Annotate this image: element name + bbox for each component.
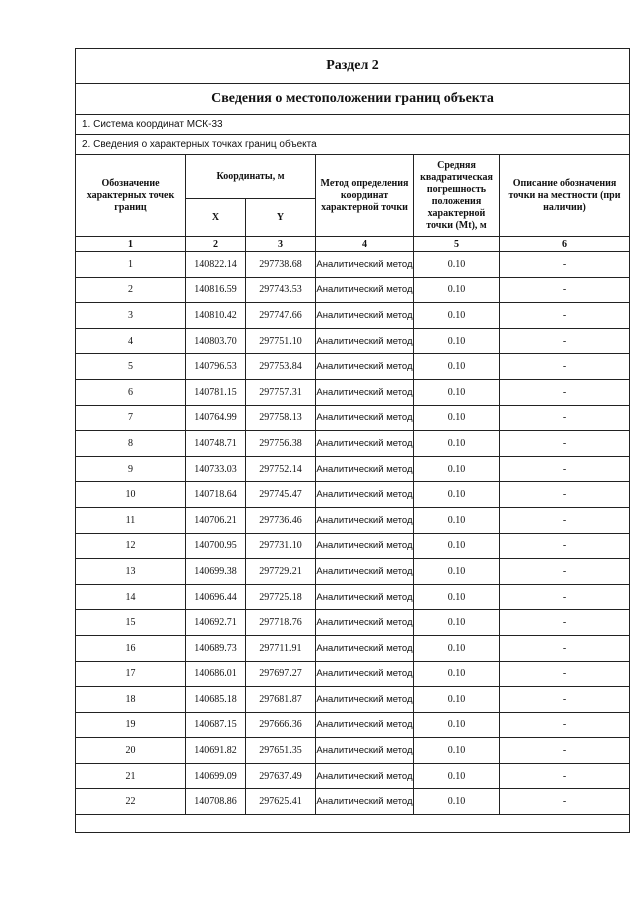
- method-cell: Аналитический метод: [316, 559, 414, 585]
- table-row: [76, 789, 630, 815]
- method-cell: Аналитический метод: [316, 328, 414, 354]
- point-number: 22: [76, 789, 186, 815]
- description-cell: -: [500, 507, 630, 533]
- document-page: [75, 48, 629, 833]
- description-cell: -: [500, 533, 630, 559]
- point-number: 5: [76, 354, 186, 380]
- table-row: [76, 635, 630, 661]
- error-value: 0.10: [414, 789, 500, 815]
- error-value: 0.10: [414, 507, 500, 533]
- method-cell: Аналитический метод: [316, 379, 414, 405]
- method-cell: Аналитический метод: [316, 456, 414, 482]
- y-coordinate: 297666.36: [246, 712, 316, 738]
- table-row: [76, 763, 630, 789]
- x-coordinate: 140822.14: [186, 252, 246, 278]
- description-cell: -: [500, 277, 630, 303]
- y-coordinate: 297625.41: [246, 789, 316, 815]
- point-number: 17: [76, 661, 186, 687]
- description-cell: -: [500, 584, 630, 610]
- method-cell: Аналитический метод: [316, 763, 414, 789]
- error-value: 0.10: [414, 661, 500, 687]
- method-cell: Аналитический метод: [316, 712, 414, 738]
- x-coordinate: 140810.42: [186, 303, 246, 329]
- method-cell: Аналитический метод: [316, 789, 414, 815]
- description-cell: -: [500, 328, 630, 354]
- y-coordinate: 297697.27: [246, 661, 316, 687]
- x-coordinate: 140718.64: [186, 482, 246, 508]
- x-coordinate: 140816.59: [186, 277, 246, 303]
- header-coordinates: Координаты, м: [186, 155, 316, 199]
- empty-bottom-row: [76, 815, 630, 833]
- method-cell: Аналитический метод: [316, 610, 414, 636]
- table-row: [76, 252, 630, 278]
- description-cell: -: [500, 738, 630, 764]
- point-number: 10: [76, 482, 186, 508]
- error-value: 0.10: [414, 610, 500, 636]
- error-value: 0.10: [414, 379, 500, 405]
- description-cell: -: [500, 482, 630, 508]
- description-cell: -: [500, 687, 630, 713]
- y-coordinate: 297747.66: [246, 303, 316, 329]
- description-cell: -: [500, 559, 630, 585]
- column-number: 4: [316, 237, 414, 252]
- description-cell: -: [500, 763, 630, 789]
- table-row: [76, 379, 630, 405]
- characteristic-points-caption: 2. Сведения о характерных точках границ объекта: [76, 135, 630, 155]
- point-number: 15: [76, 610, 186, 636]
- point-number: 16: [76, 635, 186, 661]
- point-number: 2: [76, 277, 186, 303]
- header-method: Метод определения координат характерной точки: [316, 155, 414, 237]
- error-value: 0.10: [414, 559, 500, 585]
- method-cell: Аналитический метод: [316, 303, 414, 329]
- error-value: 0.10: [414, 252, 500, 278]
- method-cell: Аналитический метод: [316, 661, 414, 687]
- description-cell: -: [500, 610, 630, 636]
- description-cell: -: [500, 456, 630, 482]
- y-coordinate: 297729.21: [246, 559, 316, 585]
- column-number: 3: [246, 237, 316, 252]
- point-number: 3: [76, 303, 186, 329]
- point-number: 14: [76, 584, 186, 610]
- point-number: 9: [76, 456, 186, 482]
- description-cell: -: [500, 354, 630, 380]
- table-row: [76, 687, 630, 713]
- error-value: 0.10: [414, 482, 500, 508]
- x-coordinate: 140686.01: [186, 661, 246, 687]
- table-row: [76, 507, 630, 533]
- method-cell: Аналитический метод: [316, 507, 414, 533]
- x-coordinate: 140700.95: [186, 533, 246, 559]
- method-cell: Аналитический метод: [316, 405, 414, 431]
- table-row: [76, 661, 630, 687]
- method-cell: Аналитический метод: [316, 277, 414, 303]
- table-row: [76, 533, 630, 559]
- x-coordinate: 140748.71: [186, 431, 246, 457]
- header-x: X: [186, 199, 246, 237]
- y-coordinate: 297731.10: [246, 533, 316, 559]
- error-value: 0.10: [414, 354, 500, 380]
- column-number: 2: [186, 237, 246, 252]
- empty-cell: [76, 815, 630, 833]
- section-title: Раздел 2: [76, 49, 630, 84]
- y-coordinate: 297681.87: [246, 687, 316, 713]
- method-cell: Аналитический метод: [316, 354, 414, 380]
- y-coordinate: 297736.46: [246, 507, 316, 533]
- x-coordinate: 140781.15: [186, 379, 246, 405]
- error-value: 0.10: [414, 712, 500, 738]
- method-cell: Аналитический метод: [316, 687, 414, 713]
- error-value: 0.10: [414, 635, 500, 661]
- error-value: 0.10: [414, 687, 500, 713]
- error-value: 0.10: [414, 533, 500, 559]
- table-row: [76, 354, 630, 380]
- point-number: 20: [76, 738, 186, 764]
- column-number: 6: [500, 237, 630, 252]
- method-cell: Аналитический метод: [316, 738, 414, 764]
- table-row: [76, 559, 630, 585]
- table-subtitle: Сведения о местоположении границ объекта: [76, 84, 630, 115]
- point-number: 21: [76, 763, 186, 789]
- x-coordinate: 140689.73: [186, 635, 246, 661]
- method-cell: Аналитический метод: [316, 584, 414, 610]
- y-coordinate: 297756.38: [246, 431, 316, 457]
- table-row: [76, 482, 630, 508]
- table-row: [76, 303, 630, 329]
- x-coordinate: 140708.86: [186, 789, 246, 815]
- table-row: [76, 456, 630, 482]
- error-value: 0.10: [414, 405, 500, 431]
- point-number: 12: [76, 533, 186, 559]
- description-cell: -: [500, 431, 630, 457]
- description-cell: -: [500, 789, 630, 815]
- x-coordinate: 140706.21: [186, 507, 246, 533]
- coordinate-system: 1. Система координат МСК-33: [76, 115, 630, 135]
- y-coordinate: 297743.53: [246, 277, 316, 303]
- point-number: 7: [76, 405, 186, 431]
- y-coordinate: 297718.76: [246, 610, 316, 636]
- method-cell: Аналитический метод: [316, 635, 414, 661]
- point-number: 19: [76, 712, 186, 738]
- error-value: 0.10: [414, 303, 500, 329]
- table-row: [76, 738, 630, 764]
- y-coordinate: 297752.14: [246, 456, 316, 482]
- description-cell: -: [500, 405, 630, 431]
- y-coordinate: 297758.13: [246, 405, 316, 431]
- column-numbers-row: [76, 237, 630, 252]
- description-cell: -: [500, 661, 630, 687]
- boundary-points-table: [75, 48, 630, 833]
- method-cell: Аналитический метод: [316, 482, 414, 508]
- table-row: [76, 328, 630, 354]
- header-y: Y: [246, 199, 316, 237]
- table-row: [76, 405, 630, 431]
- method-cell: Аналитический метод: [316, 533, 414, 559]
- error-value: 0.10: [414, 456, 500, 482]
- table-row: [76, 277, 630, 303]
- error-value: 0.10: [414, 328, 500, 354]
- x-coordinate: 140696.44: [186, 584, 246, 610]
- error-value: 0.10: [414, 763, 500, 789]
- table-row: [76, 712, 630, 738]
- y-coordinate: 297725.18: [246, 584, 316, 610]
- error-value: 0.10: [414, 277, 500, 303]
- x-coordinate: 140764.99: [186, 405, 246, 431]
- x-coordinate: 140687.15: [186, 712, 246, 738]
- y-coordinate: 297753.84: [246, 354, 316, 380]
- method-cell: Аналитический метод: [316, 252, 414, 278]
- point-number: 11: [76, 507, 186, 533]
- x-coordinate: 140691.82: [186, 738, 246, 764]
- point-number: 18: [76, 687, 186, 713]
- column-number: 5: [414, 237, 500, 252]
- x-coordinate: 140803.70: [186, 328, 246, 354]
- description-cell: -: [500, 303, 630, 329]
- description-cell: -: [500, 635, 630, 661]
- x-coordinate: 140692.71: [186, 610, 246, 636]
- description-cell: -: [500, 379, 630, 405]
- description-cell: -: [500, 712, 630, 738]
- header-description: Описание обозначения точки на местности (при наличии): [500, 155, 630, 237]
- point-number: 4: [76, 328, 186, 354]
- x-coordinate: 140699.38: [186, 559, 246, 585]
- table-row: [76, 584, 630, 610]
- x-coordinate: 140699.09: [186, 763, 246, 789]
- y-coordinate: 297757.31: [246, 379, 316, 405]
- error-value: 0.10: [414, 584, 500, 610]
- header-designation: Обозначение характерных точек границ: [76, 155, 186, 237]
- x-coordinate: 140796.53: [186, 354, 246, 380]
- table-row: [76, 431, 630, 457]
- point-number: 6: [76, 379, 186, 405]
- y-coordinate: 297745.47: [246, 482, 316, 508]
- y-coordinate: 297711.91: [246, 635, 316, 661]
- error-value: 0.10: [414, 738, 500, 764]
- y-coordinate: 297651.35: [246, 738, 316, 764]
- column-number: 1: [76, 237, 186, 252]
- x-coordinate: 140733.03: [186, 456, 246, 482]
- point-number: 13: [76, 559, 186, 585]
- error-value: 0.10: [414, 431, 500, 457]
- point-number: 1: [76, 252, 186, 278]
- y-coordinate: 297637.49: [246, 763, 316, 789]
- point-number: 8: [76, 431, 186, 457]
- method-cell: Аналитический метод: [316, 431, 414, 457]
- y-coordinate: 297751.10: [246, 328, 316, 354]
- x-coordinate: 140685.18: [186, 687, 246, 713]
- y-coordinate: 297738.68: [246, 252, 316, 278]
- description-cell: -: [500, 252, 630, 278]
- table-row: [76, 610, 630, 636]
- header-error: Средняя квадратическая погрешность положения характерной точки (Mt), м: [414, 155, 500, 237]
